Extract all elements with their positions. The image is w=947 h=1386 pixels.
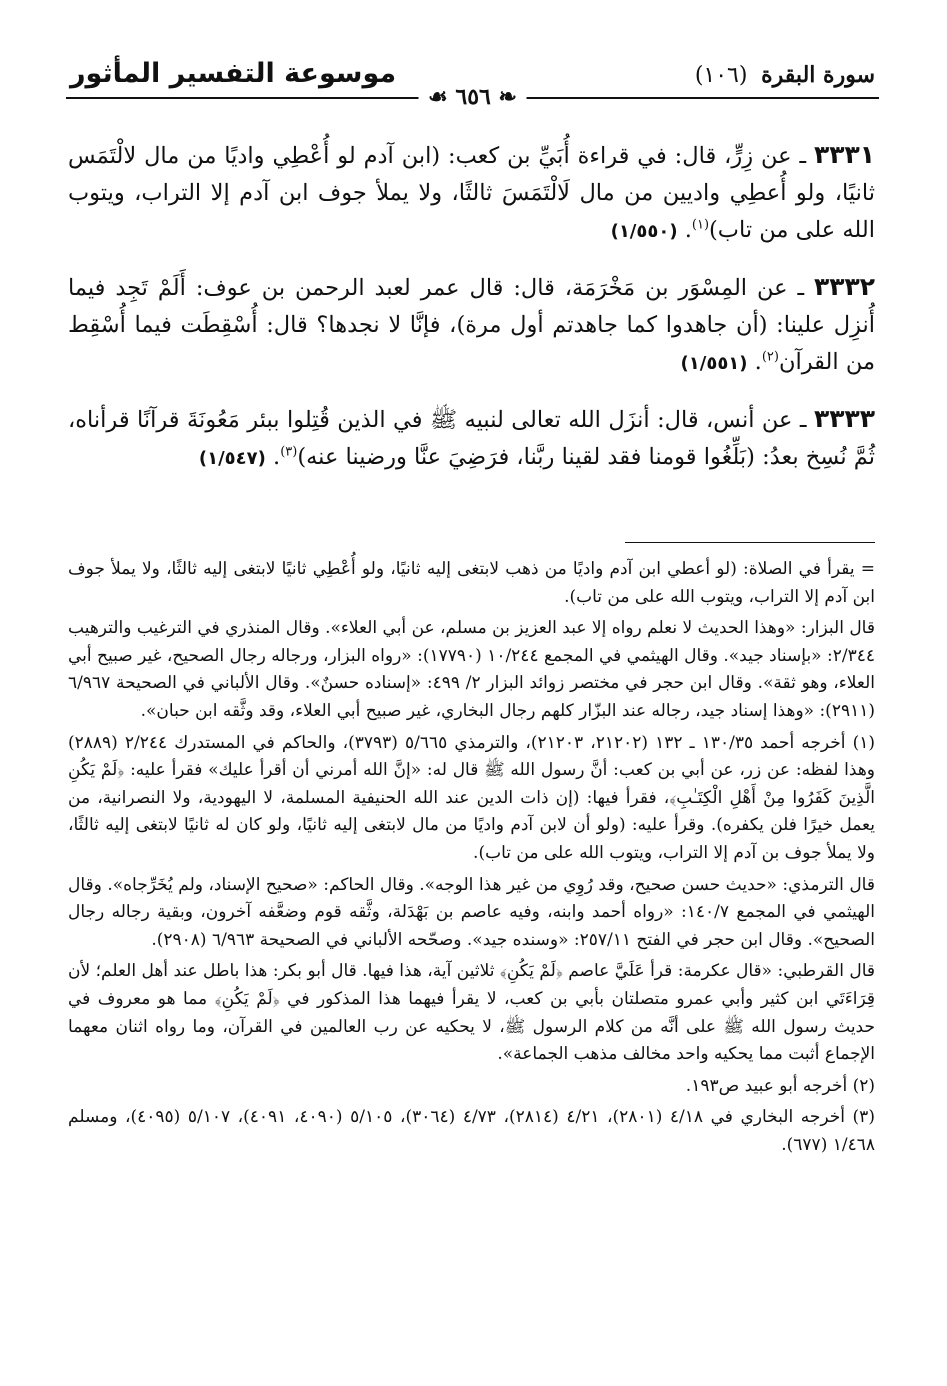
- footnote-marker: (٣): [280, 444, 298, 460]
- cross-reference: (١/٥٥١): [680, 353, 748, 374]
- book-title: موسوعة التفسير المأثور: [70, 58, 397, 89]
- footnote-paragraph: قال الترمذي: «حديث حسن صحيح، وقد رُوِي من غير هذا الوجه». وقال الحاكم: «صحيح الإسناد، ولم يُخَرِّجاه». وقال الهيثمي في المجمع ١٤٠/٧: «رواه أحمد وابنه، وفيه عاصم بن بَهْدَلة، وثَّقه قوم وضعَّفه آخرون، وبقية رجاله رجال الصحيح». وقال ابن حجر في الفتح ٢٥٧/١١: «وسنده جيد». وصحّحه الألباني في الصحيحة ٦/٩٦٣ (٢٩٠٨).: [68, 874, 875, 950]
- entry-number: ٣٣٣٣: [813, 404, 875, 433]
- running-header: [66, 58, 879, 110]
- footnote-3: (٣) أخرجه البخاري في ٤/١٨ (٢٨٠١)، ٤/٢١ (٢٨١٤)، ٤/٧٣ (٣٠٦٤)، ٥/١٠٥ (٤٠٩٠، ٤٠٩١)، ٥/١٠٧ (٤٠٩٥)، ومسلم ١/٤٦٨ (٦٧٧).: [68, 1107, 875, 1155]
- entry-text: ـ عن المِسْوَر بن مَخْرَمَة، قال: قال عمر لعبد الرحمن بن عوف: أَلَمْ تَجِد فيما أُنزِل علينا: (أن جاهدوا كما جاهدتم أول مرة)، فإنَّا لا نجدها؟ قال: أُسْقِطَت فيما أُسْقِط من القرآن: [68, 275, 875, 375]
- surah-name: سورة البقرة: [761, 62, 875, 88]
- footnote-paragraph: قال القرطبي: «قال عكرمة: قرأ عَلَيَّ عاصم ﴿لَمْ يَكُنِ﴾ ثلاثين آية، هذا فيها. قال أبو بكر: هذا باطل عند أهل العلم؛ لأن قِرَاءَتَي ابن كثير وأبي عمرو متصلتان بأبي بن كعب، لا يقرأ فيهما هذا المذكور في ﴿لَمْ يَكُنِ﴾ مما هو معروف في حديث رسول الله ﷺ على أنَّه من كلام الرسول ﷺ، لا يحكيه عن رب العالمين في القرآن، وما رواه اثنان معهما الإجماع أثبت مما يحكيه واحد مخالف مذهب الجماعة».: [68, 961, 875, 1065]
- entry-number: ٣٣٣٢: [813, 272, 875, 301]
- footnote-marker: (٢): [761, 349, 779, 365]
- entry-text: ـ عن أنس، قال: أنزَل الله تعالى لنبيه ﷺ في الذين قُتِلوا ببئر مَعُونَةَ قرآنًا قرأناه، ثُمَّ نُسِخ بعدُ: (بَلِّغُوا قومنا فقد لقينا ربَّنا، فرَضِيَ عنَّا ورضينا عنه): [68, 407, 875, 470]
- footnote-marker: (١): [691, 217, 710, 233]
- cross-reference: (١/٥٥٠): [610, 221, 678, 242]
- cross-reference: (١/٥٤٧): [198, 448, 266, 469]
- main-text: [68, 136, 875, 495]
- surah-heading: [695, 62, 875, 88]
- footnote-continuation: = يقرأ في الصلاة: (لو أعطي ابن آدم واديًا من ذهب لابتغى إليه ثانيًا، ولو أُعْطِي ثانيًا لابتغى إليه ثالثًا، ولا يملأ جوف ابن آدم إلا التراب، ويتوب الله على من تاب).: [68, 559, 875, 607]
- footnotes: [68, 556, 875, 1163]
- verse-number: (١٠٦): [694, 63, 748, 88]
- footnote-1: (١) أخرجه أحمد ١٣٠/٣٥ ـ ١٣٢ (٢١٢٠٢، ٢١٢٠٣)، والترمذي ٥/٦٦٥ (٣٧٩٣)، والحاكم في المستدرك ٢/٢٤٤ (٢٨٨٩) وهذا لفظه: عن زر، عن أبي بن كعب: أنَّ رسول الله ﷺ قال له: «إنَّ الله أمرني أن أقرأ عليك» فقرأ عليه: ﴿لَمْ يَكُنِ الَّذِينَ كَفَرُوا مِنْ أَهْلِ الْكِتَـٰبِ﴾، فقرأ فيها: (إن ذات الدين عند الله الحنيفية المسلمة، لا اليهودية، ولا النصرانية، من يعمل خيرًا فلن يكفره). وقرأ عليه: (ولو أن لابن آدم واديًا من مال لابتغى إليه ثانيًا، ولو كان له ثانيًا لابتغى إليه ثالثًا، ولا يملأ جوف بن آدم إلا التراب، ويتوب الله على من تاب).: [68, 732, 875, 863]
- entry-3333: ٣٣٣٣ ـ عن أنس، قال: أنزَل الله تعالى لنبيه ﷺ في الذين قُتِلوا ببئر مَعُونَةَ قرآنًا قرأناه، ثُمَّ نُسِخ بعدُ: (بَلِّغُوا قومنا فقد لقينا ربَّنا، فرَضِيَ عنَّا ورضينا عنه)$^{(٣)}$. (١/٥٤٧): [68, 404, 875, 470]
- entry-number: ٣٣٣١: [813, 140, 875, 169]
- footnote-rule: [625, 542, 875, 543]
- footnote-paragraph: قال البزار: «وهذا الحديث لا نعلم رواه إلا عبد العزيز بن مسلم، عن أبي العلاء». وقال المنذري في الترغيب والترهيب ٢/٣٤٤: «بإسناد جيد». وقال الهيثمي في المجمع ١٠/٢٤٤ (١٧٧٩٠): «رواه البزار، ورجاله رجال الصحيح، غير صبيح أبي العلاء، وهو ثقة». وقال ابن حجر في مختصر زوائد البزار ٢/ ٤٩٩: «إسناده حسنٌ». وقال الألباني في الصحيحة ٦/٩٦٧ (٢٩١١): «وهذا إسناد جيد، رجاله عند البزّار كلهم رجال البخاري، غير صبيح أبي العلاء، وقد وثَّقه ابن حبان».: [68, 618, 876, 721]
- page-number: ❧ ٦٥٦ ☙: [418, 84, 527, 110]
- footnote-2: (٢) أخرجه أبو عبيد ص١٩٣.: [685, 1075, 875, 1096]
- entry-text: ـ عن زِرٍّ، قال: في قراءة أُبَيِّ بن كعب: (ابن آدم لو أُعْطِي واديًا من مال لالْتَمَس ثانيًا، ولو أُعطِي واديين من مال لَالْتَمَسَ ثالثًا، ولا يملأ جوف ابن آدم إلا التراب، ويتوب الله على من تاب): [68, 143, 875, 243]
- entry-3332: ٣٣٣٢ ـ عن المِسْوَر بن مَخْرَمَة، قال: قال عمر لعبد الرحمن بن عوف: أَلَمْ تَجِد فيما أُنزِل علينا: (أن جاهدوا كما جاهدتم أول مرة)، فإنَّا لا نجدها؟ قال: أُسْقِطَت فيما أُسْقِط من القرآن$^{(٢)}$. (١/٥٥١): [68, 272, 875, 375]
- entry-3331: ٣٣٣١ ـ عن زِرٍّ، قال: في قراءة أُبَيِّ بن كعب: (ابن آدم لو أُعْطِي واديًا من مال لالْتَمَس ثانيًا، ولو أُعطِي واديين من مال لَالْتَمَسَ ثالثًا، ولا يملأ جوف ابن آدم إلا التراب، ويتوب الله على من تاب)$^{(١)}$. (١/٥٥٠): [68, 140, 875, 243]
